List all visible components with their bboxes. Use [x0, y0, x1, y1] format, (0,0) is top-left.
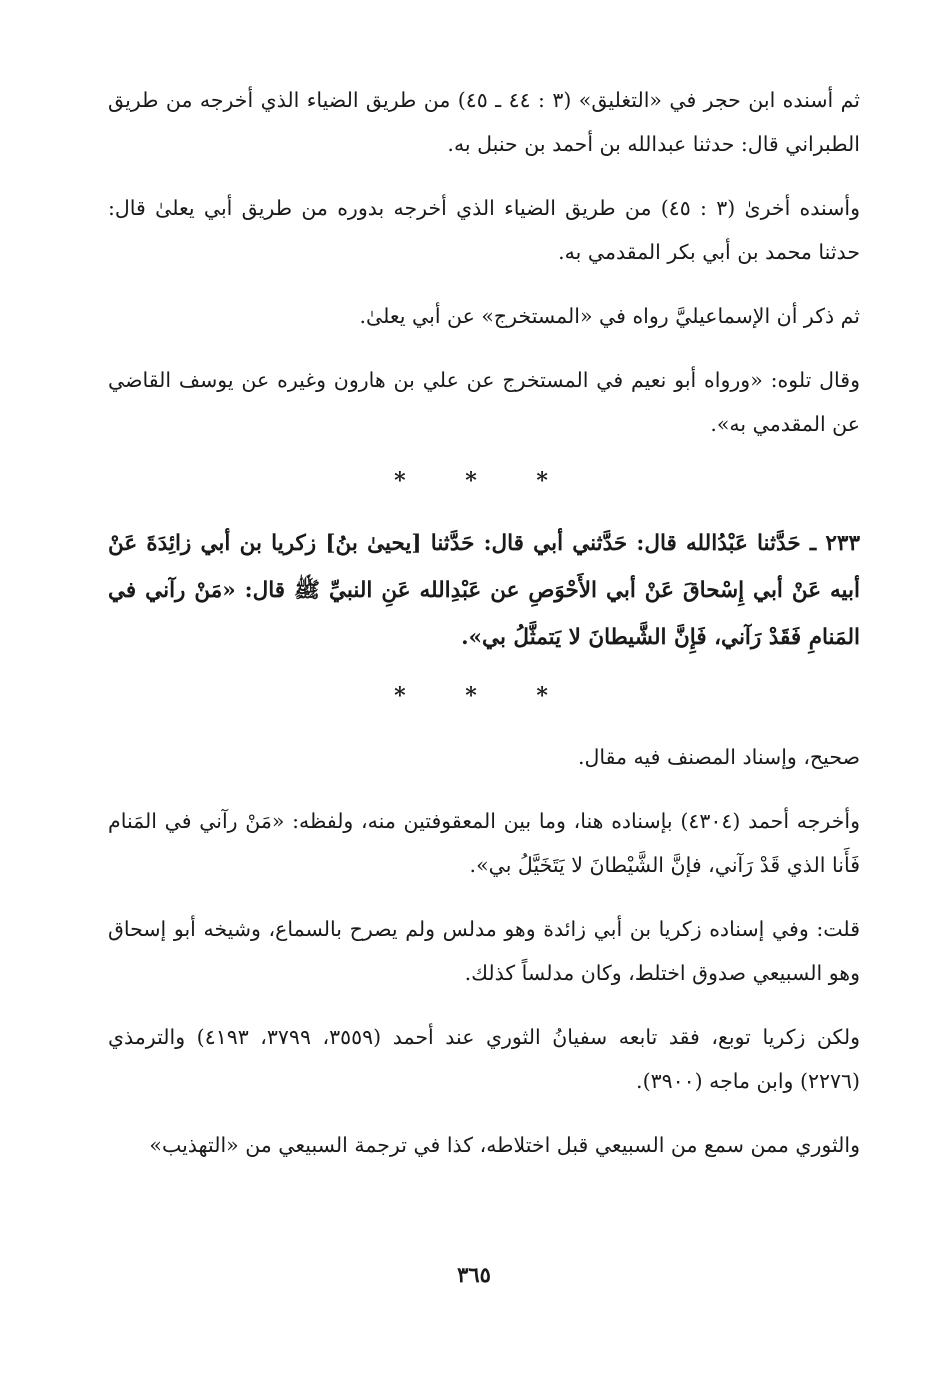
page-body: [108, 78, 860, 1187]
paragraph-ismaili-mustakhraj: ثم ذكر أن الإسماعيليَّ رواه في «المستخرج» عن أبي يعلىٰ.: [359, 304, 860, 328]
paragraph-ibn-hajar-taghliq: ثم أسنده ابن حجر في «التغليق» (٣ : ٤٤ ـ ٤٥) من طريق الضياء الذي أخرجه من طريق الطبراني قال: حدثنا عبدالله بن أحمد بن حنبل به.: [108, 88, 860, 156]
paragraph-corroboration: ولكن زكريا توبع، فقد تابعه سفيانُ الثوري عند أحمد (٣٥٥٩، ٣٧٩٩، ٤١٩٣) والترمذي (٢٢٧٦) وابن ماجه (٣٩٠٠).: [108, 1025, 860, 1093]
page-number: ٣٦٥: [457, 1262, 491, 1287]
paragraph-thawri-note: والثوري ممن سمع من السبيعي قبل اختلاطه، كذا في ترجمة السبيعي من «التهذيب»: [149, 1133, 860, 1157]
paragraph-abu-yala-chain: وأسنده أخرىٰ (٣ : ٤٥) من طريق الضياء الذي أخرجه بدوره من طريق أبي يعلىٰ قال: حدثنا محمد بن أبي بكر المقدمي به.: [108, 196, 860, 264]
hadith-233-text: ٢٣٣ ـ حَدَّثنا عَبْدُالله قال: حَدَّثني أبي قال: حَدَّثنا [يحيىٰ بنُ] زكريا بن أبي زائِدَةَ عَنْ أبيه عَنْ أبي إِسْحاقَ عَنْ أبي الأَحْوَصِ عن عَبْدِالله عَنِ النبيِّ ﷺ قال: «مَنْ رآني في المَنامِ فَقَدْ رَآني، فَإِنَّ الشَّيطانَ لا يَتمثَّلُ بي».: [108, 531, 860, 650]
paragraph-abu-nuaym-quote: وقال تلوه: «ورواه أبو نعيم في المستخرج عن علي بن هارون وغيره عن يوسف القاضي عن المقدمي به».: [108, 368, 860, 436]
paragraph-grading: صحيح، وإسناد المصنف فيه مقال.: [577, 745, 860, 769]
paragraph-ahmad-takhrij: وأخرجه أحمد (٤٣٠٤) بإسناده هنا، وما بين المعقوفتين منه، ولفظه: «مَنْ رآني في المَنام فَأَنا الذي قَدْ رَآني، فإنَّ الشَّيْطانَ لا يَتَخَيَّلُ بي».: [108, 809, 860, 877]
separator-stars: * * *: [394, 468, 574, 494]
paragraph-isnad-critique: قلت: وفي إسناده زكريا بن أبي زائدة وهو مدلس ولم يصرح بالسماع، وشيخه أبو إسحاق وهو السبيعي صدوق اختلط، وكان مدلساً كذلك.: [108, 917, 860, 985]
separator-stars-2: * * *: [394, 683, 574, 709]
